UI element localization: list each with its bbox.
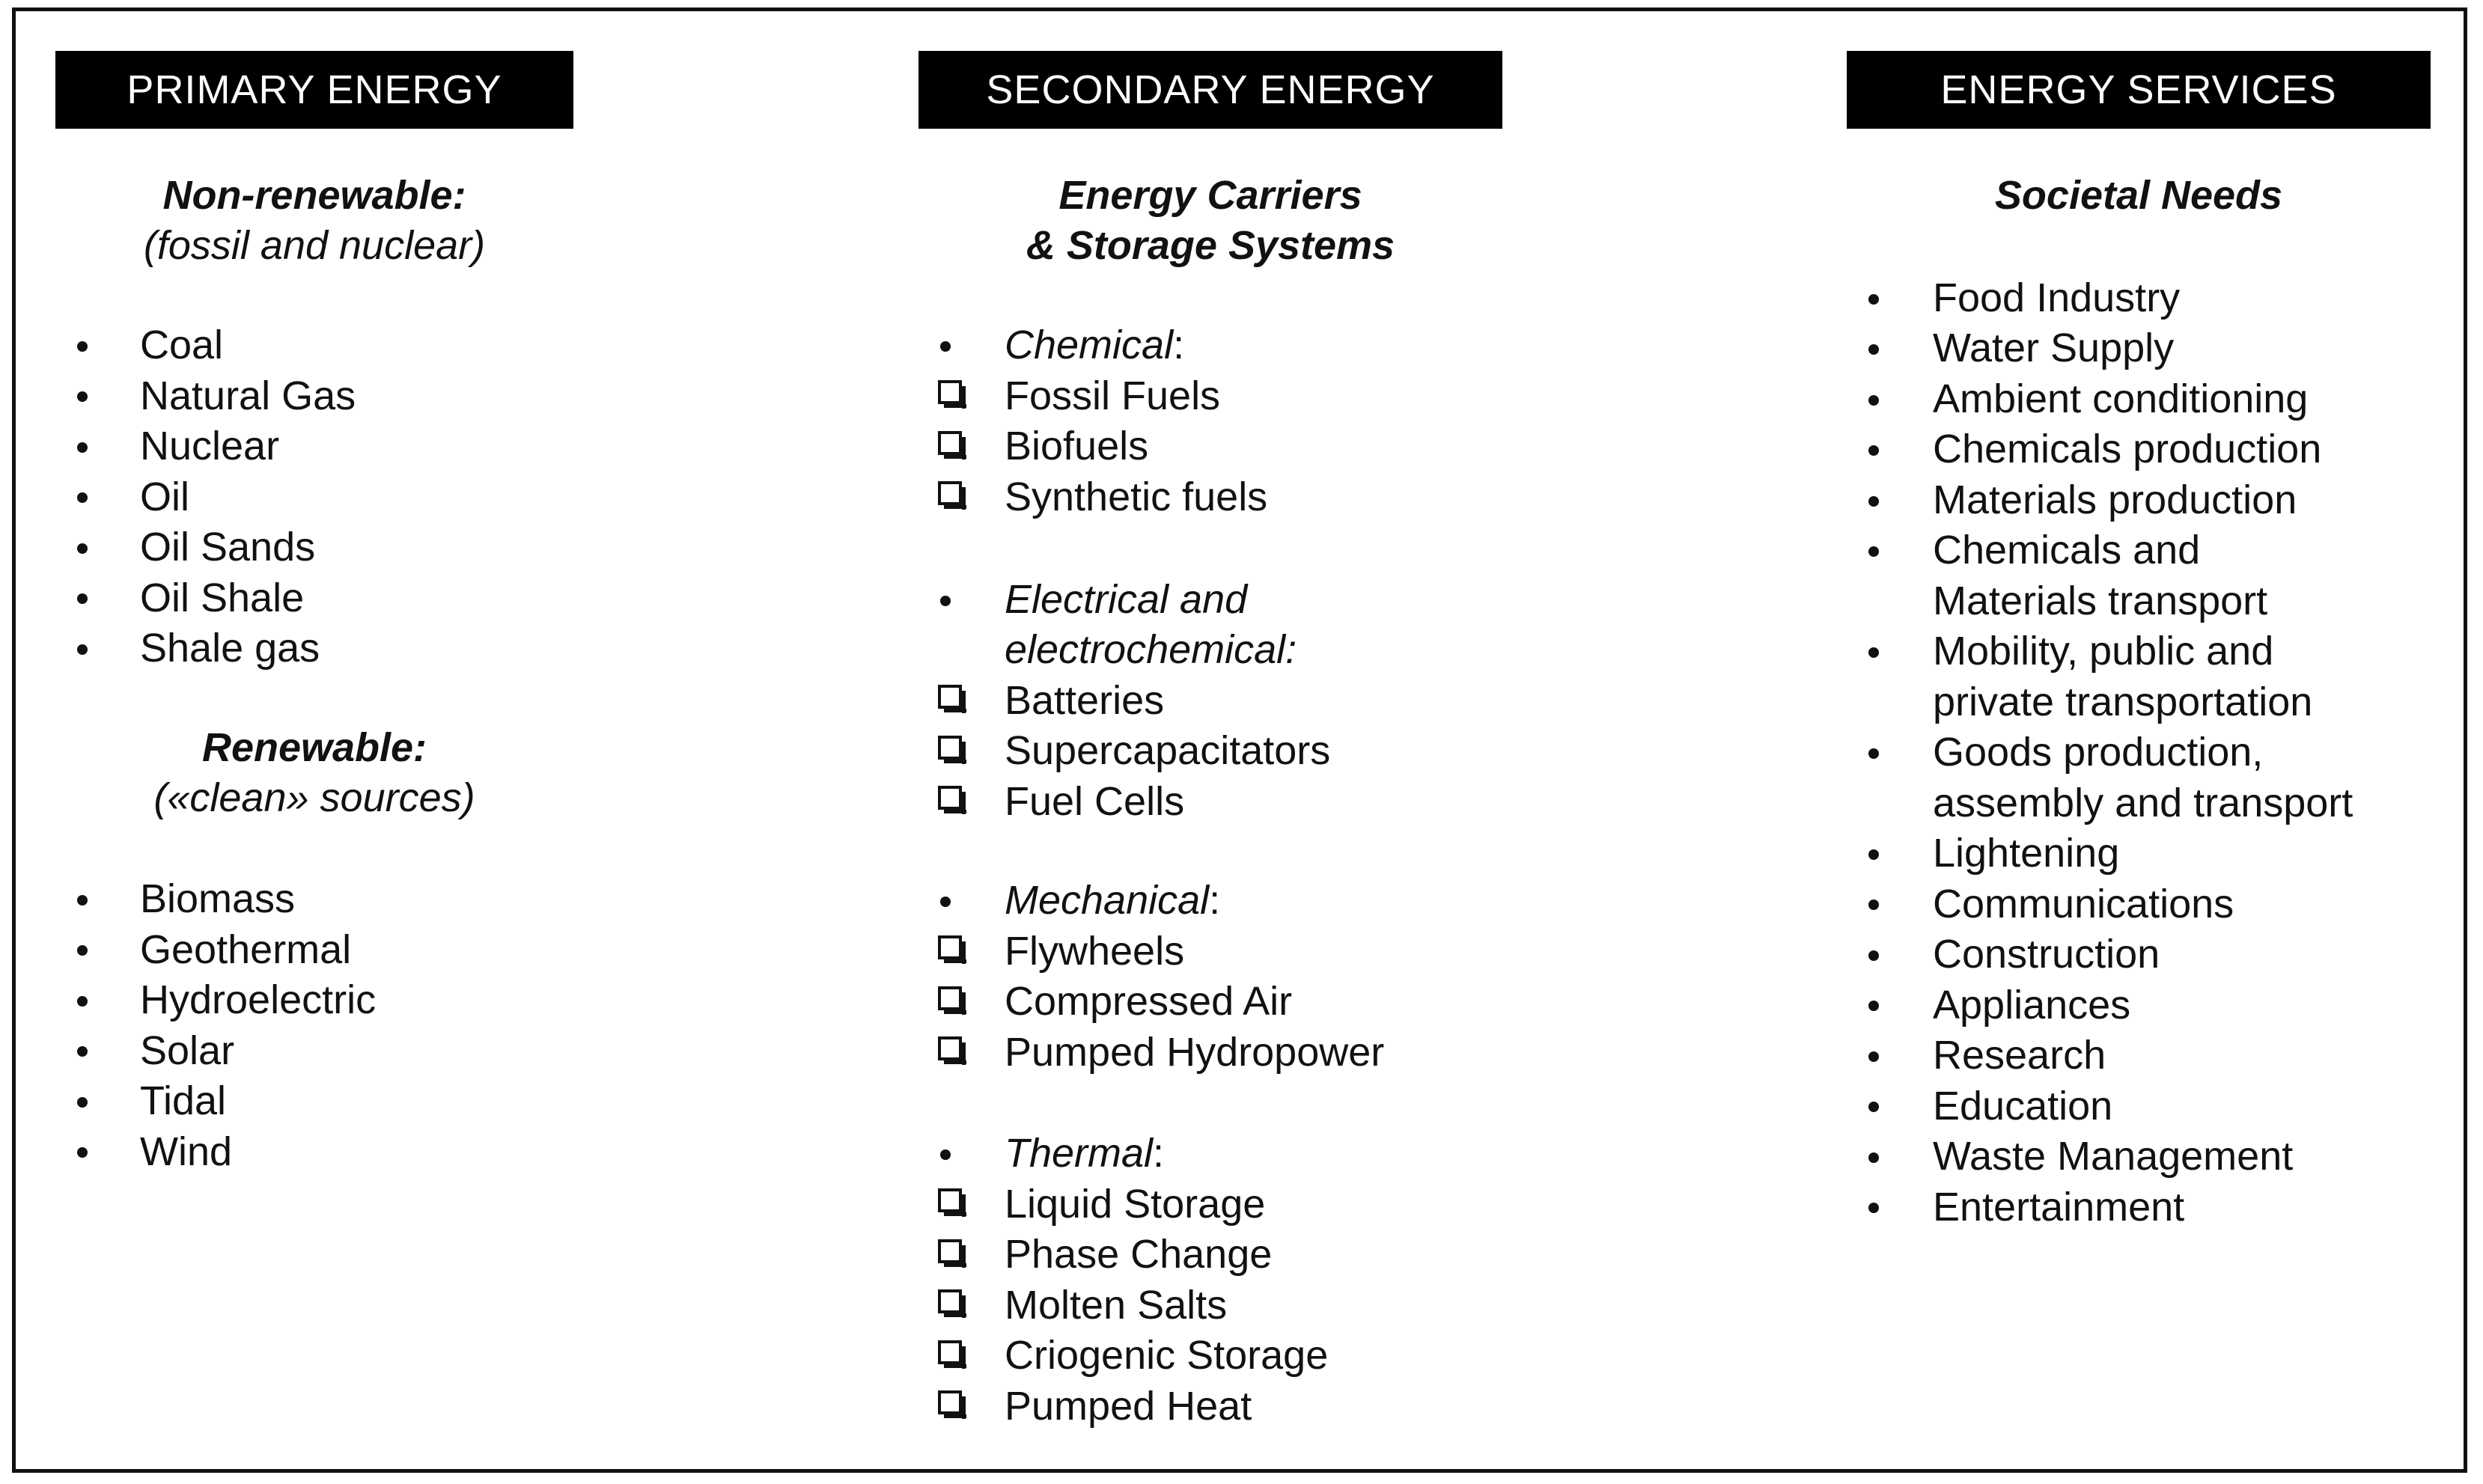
bullet-icon	[1868, 1001, 1879, 1011]
list-item: Flywheels	[1005, 929, 1185, 974]
bullet-icon	[1868, 496, 1879, 507]
bullet-icon	[77, 996, 88, 1007]
checkbox-icon	[938, 986, 962, 1010]
bullet-icon	[1868, 849, 1879, 860]
list-item: Fuel Cells	[1005, 779, 1185, 824]
bullet-icon	[940, 1149, 951, 1160]
list-item-continuation: assembly and transport	[1933, 781, 2353, 825]
bullet-icon	[77, 1046, 88, 1057]
group-label: Mechanical	[1005, 878, 1210, 923]
bullet-icon	[1868, 1152, 1879, 1163]
bullet-icon	[77, 895, 88, 906]
list-item: Pumped Hydropower	[1005, 1030, 1385, 1075]
group-label-line2: electrochemical:	[1005, 627, 1297, 672]
bullet-icon	[1868, 748, 1879, 759]
bullet-icon	[77, 442, 88, 453]
list-item: Molten Salts	[1005, 1283, 1228, 1328]
group-label: Chemical	[1005, 323, 1174, 367]
list-item-continuation: private transportation	[1933, 680, 2313, 724]
list-item: Synthetic fuels	[1005, 474, 1268, 519]
primary-energy-header: PRIMARY ENERGY	[55, 51, 573, 129]
societal-needs-title: Societal Needs	[1994, 173, 2283, 218]
list-item: Natural Gas	[140, 373, 356, 418]
list-item: Coal	[140, 323, 224, 367]
checkbox-icon	[938, 1188, 962, 1212]
bullet-icon	[77, 1147, 88, 1158]
bullet-icon	[77, 492, 88, 503]
list-item: Wind	[140, 1129, 233, 1174]
list-item: Construction	[1933, 932, 2160, 977]
list-item: Supercapacitators	[1005, 728, 1331, 773]
checkbox-icon	[938, 380, 962, 404]
list-item: Waste Management	[1933, 1134, 2294, 1179]
list-item: Fossil Fuels	[1005, 373, 1221, 418]
group-label-line1: Electrical and	[1005, 577, 1248, 622]
checkbox-icon	[938, 1036, 962, 1060]
bullet-icon	[77, 391, 88, 402]
renewable-title: Renewable:	[201, 725, 427, 770]
checkbox-icon	[938, 786, 962, 810]
list-item: Oil Shale	[140, 575, 305, 620]
bullet-icon	[77, 341, 88, 352]
list-item: Pumped Heat	[1005, 1384, 1252, 1429]
nonrenewable-subtitle: (fossil and nuclear)	[143, 223, 486, 268]
bullet-icon	[77, 543, 88, 554]
bullet-icon	[77, 593, 88, 604]
list-item: Shale gas	[140, 626, 320, 671]
bullet-icon	[940, 341, 951, 352]
list-item: Nuclear	[140, 424, 280, 468]
list-item: Lightening	[1933, 831, 2120, 876]
list-item: Chemicals and	[1933, 528, 2201, 572]
list-item: Compressed Air	[1005, 979, 1293, 1024]
bullet-icon	[940, 596, 951, 606]
carriers-title-line2: & Storage Systems	[1026, 223, 1395, 268]
bullet-icon	[77, 1097, 88, 1108]
list-item: Entertainment	[1933, 1185, 2185, 1230]
list-item: Solar	[140, 1028, 235, 1073]
list-item: Mobility, public and	[1933, 629, 2274, 674]
list-item: Communications	[1933, 882, 2234, 926]
list-item: Biomass	[140, 876, 296, 921]
checkbox-icon	[938, 431, 962, 455]
bullet-icon	[1868, 445, 1879, 456]
bullet-icon	[1868, 1203, 1879, 1213]
checkbox-icon	[938, 685, 962, 709]
checkbox-icon	[938, 736, 962, 760]
secondary-energy-header: SECONDARY ENERGY	[918, 51, 1502, 129]
bullet-icon	[1868, 1102, 1879, 1112]
bullet-icon	[1868, 344, 1879, 355]
list-item: Criogenic Storage	[1005, 1333, 1329, 1378]
bullet-icon	[1868, 900, 1879, 910]
checkbox-icon	[938, 1390, 962, 1414]
bullet-icon	[1868, 647, 1879, 658]
bullet-icon	[1868, 1051, 1879, 1062]
bullet-icon	[77, 945, 88, 956]
energy-services-header: ENERGY SERVICES	[1847, 51, 2431, 129]
list-item: Food Industry	[1933, 275, 2181, 320]
list-item: Goods production,	[1933, 730, 2264, 775]
list-item-continuation: Materials transport	[1933, 578, 2268, 623]
bullet-icon	[1868, 294, 1879, 305]
list-item: Appliances	[1933, 983, 2131, 1027]
list-item: Geothermal	[140, 927, 352, 972]
carriers-title-line1: Energy Carriers	[1058, 173, 1362, 218]
bullet-icon	[940, 897, 951, 907]
renewable-subtitle: («clean» sources)	[153, 775, 475, 820]
list-item: Education	[1933, 1084, 2113, 1129]
list-item: Batteries	[1005, 678, 1165, 723]
list-item: Chemicals production	[1933, 427, 2322, 471]
list-item: Oil	[140, 474, 189, 519]
list-item: Tidal	[140, 1078, 227, 1123]
list-item: Liquid Storage	[1005, 1182, 1266, 1227]
bullet-icon	[77, 644, 88, 655]
checkbox-icon	[938, 481, 962, 505]
checkbox-icon	[938, 935, 962, 959]
list-item: Water Supply	[1933, 326, 2175, 370]
list-item: Biofuels	[1005, 424, 1149, 468]
list-item: Hydroelectric	[140, 977, 377, 1022]
bullet-icon	[1868, 950, 1879, 961]
list-item: Materials production	[1933, 477, 2297, 522]
bullet-icon	[1868, 395, 1879, 406]
checkbox-icon	[938, 1289, 962, 1313]
list-item: Research	[1933, 1033, 2106, 1078]
bullet-icon	[1868, 546, 1879, 557]
checkbox-icon	[938, 1340, 962, 1364]
nonrenewable-title: Non-renewable:	[162, 173, 466, 218]
list-item: Phase Change	[1005, 1232, 1273, 1277]
checkbox-icon	[938, 1239, 962, 1263]
list-item: Oil Sands	[140, 525, 316, 570]
group-label: Thermal	[1005, 1131, 1154, 1176]
list-item: Ambient conditioning	[1933, 376, 2309, 421]
